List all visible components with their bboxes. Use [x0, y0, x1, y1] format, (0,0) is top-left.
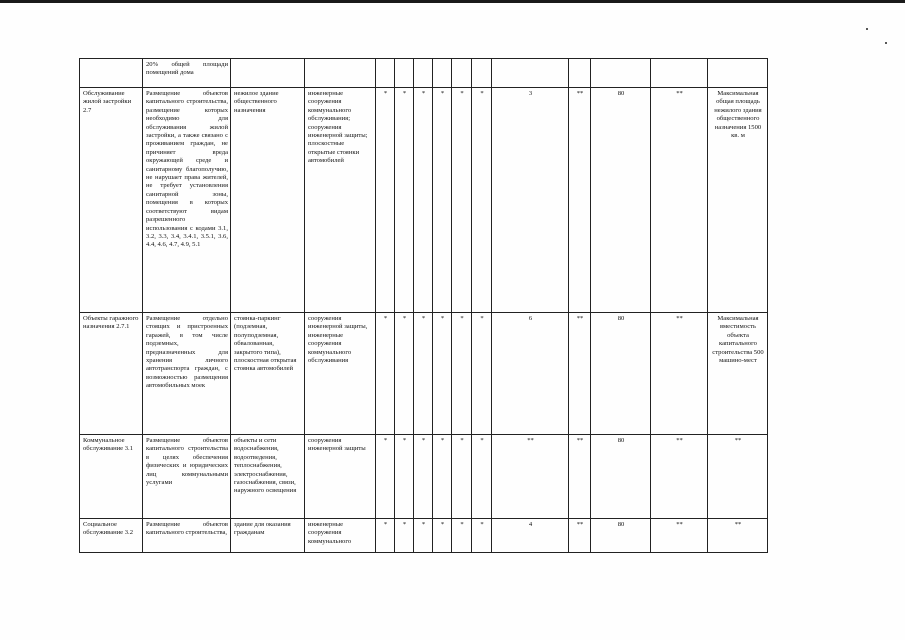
- cell-main-object: стоянка-паркинг (подземная, полуподземная, обвалованная, закрытого типа), плоскостная открытая стоянка автомобилей: [231, 313, 305, 435]
- cell-param: **: [651, 88, 708, 313]
- cell-empty: [708, 59, 768, 88]
- cell-empty: [591, 59, 651, 88]
- cell-param: *: [376, 435, 395, 519]
- cell-empty: [569, 59, 591, 88]
- cell-floors: **: [492, 435, 569, 519]
- cell-param: *: [376, 519, 395, 553]
- cell-floors: 6: [492, 313, 569, 435]
- cell-param: *: [395, 519, 414, 553]
- cell-description: Размещение объектов капитального строительства, размещение которых необходимо для обслуживания жилой застройки, а также связано с проживанием граждан, не причиняет вреда окружающей среде и санитарному благополучию, не нарушает права жителей, не требует установления санитарной зоны, помещения в которых соответствуют видам разрешенного использования с кодами 3.1, 3.2, 3.3, 3.4, 3.4.1, 3.5.1, 3.6, 4.4, 4.6, 4.7, 4.9, 5.1: [143, 88, 231, 313]
- cell-floors: 4: [492, 519, 569, 553]
- cell-param: *: [376, 88, 395, 313]
- cell-param: *: [433, 88, 452, 313]
- cell-aux-object: сооружения инженерной защиты, инженерные сооружения коммунального обслуживания: [305, 313, 376, 435]
- cell-description: Размещение объектов капитального строительства,: [143, 519, 231, 553]
- table-row: [80, 519, 768, 553]
- cell-param: *: [452, 313, 472, 435]
- scan-speck: [866, 28, 868, 30]
- cell-name: Обслуживание жилой застройки 2.7: [80, 88, 143, 313]
- cell-note: Максимальная общая площадь нежилого здания общественного назначения 1500 кв. м: [708, 88, 768, 313]
- cell-percent: 80: [591, 435, 651, 519]
- cell-empty: [80, 59, 143, 88]
- cell-param: **: [569, 435, 591, 519]
- cell-param: *: [472, 313, 492, 435]
- cell-empty: [305, 59, 376, 88]
- cell-percent: 80: [591, 519, 651, 553]
- cell-param: *: [395, 88, 414, 313]
- cell-name: Коммунальное обслуживание 3.1: [80, 435, 143, 519]
- scan-top-edge: [0, 0, 905, 3]
- cell-empty: [231, 59, 305, 88]
- cell-param: *: [433, 313, 452, 435]
- cell-param: *: [414, 435, 433, 519]
- cell-param: *: [433, 519, 452, 553]
- cell-aux-object: инженерные сооружения коммунального: [305, 519, 376, 553]
- cell-empty: [472, 59, 492, 88]
- table-row: [80, 88, 768, 313]
- cell-param: *: [472, 88, 492, 313]
- cell-name: Социальное обслуживание 3.2: [80, 519, 143, 553]
- cell-param: *: [414, 88, 433, 313]
- cell-name: Объекты гаражного назначения 2.7.1: [80, 313, 143, 435]
- cell-note: **: [708, 435, 768, 519]
- cell-note: Максимальная вместимость объекта капитального строительства 500 машино-мест: [708, 313, 768, 435]
- cell-param: *: [395, 435, 414, 519]
- cell-param: **: [569, 313, 591, 435]
- cell-floors: 3: [492, 88, 569, 313]
- cell-aux-object: сооружения инженерной защиты: [305, 435, 376, 519]
- cell-param: *: [472, 519, 492, 553]
- cell-aux-object: инженерные сооружения коммунального обслуживания; сооружения инженерной защиты; плоскостные открытые стоянки автомобилей: [305, 88, 376, 313]
- cell-note: **: [708, 519, 768, 553]
- cell-description: Размещение объектов капитального строительства в целях обеспечения физических и юридических лиц коммунальными услугами: [143, 435, 231, 519]
- cell-param: *: [472, 435, 492, 519]
- cell-empty: [452, 59, 472, 88]
- cell-empty: [433, 59, 452, 88]
- cell-param: *: [452, 519, 472, 553]
- cell-param: **: [569, 519, 591, 553]
- cell-param: *: [414, 519, 433, 553]
- cell-param: *: [414, 313, 433, 435]
- cell-empty: [376, 59, 395, 88]
- cell-description: 20% общей площади помещений дома: [143, 59, 231, 88]
- cell-param: *: [376, 313, 395, 435]
- cell-empty: [395, 59, 414, 88]
- land-use-table: [79, 58, 768, 553]
- cell-param: **: [569, 88, 591, 313]
- cell-main-object: здание для оказания гражданам: [231, 519, 305, 553]
- cell-empty: [492, 59, 569, 88]
- cell-param: *: [452, 88, 472, 313]
- cell-description: Размещение отдельно стоящих и пристроенных гаражей, в том числе подземных, предназначенных для хранения личного автотранспорта граждан, с возможностью размещения автомобильных моек: [143, 313, 231, 435]
- cell-param: **: [651, 313, 708, 435]
- cell-percent: 80: [591, 88, 651, 313]
- cell-param: *: [452, 435, 472, 519]
- cell-param: *: [433, 435, 452, 519]
- table-row: [80, 435, 768, 519]
- table-row: [80, 59, 768, 88]
- cell-param: **: [651, 519, 708, 553]
- cell-main-object: объекты и сети водоснабжения, водоотведения, теплоснабжения, электроснабжения, газоснабжения, связи, наружного освещения: [231, 435, 305, 519]
- cell-param: **: [651, 435, 708, 519]
- cell-param: *: [395, 313, 414, 435]
- scan-speck: [885, 42, 887, 44]
- cell-empty: [651, 59, 708, 88]
- table-row: [80, 313, 768, 435]
- cell-percent: 80: [591, 313, 651, 435]
- cell-main-object: нежилое здание общественного назначения: [231, 88, 305, 313]
- cell-empty: [414, 59, 433, 88]
